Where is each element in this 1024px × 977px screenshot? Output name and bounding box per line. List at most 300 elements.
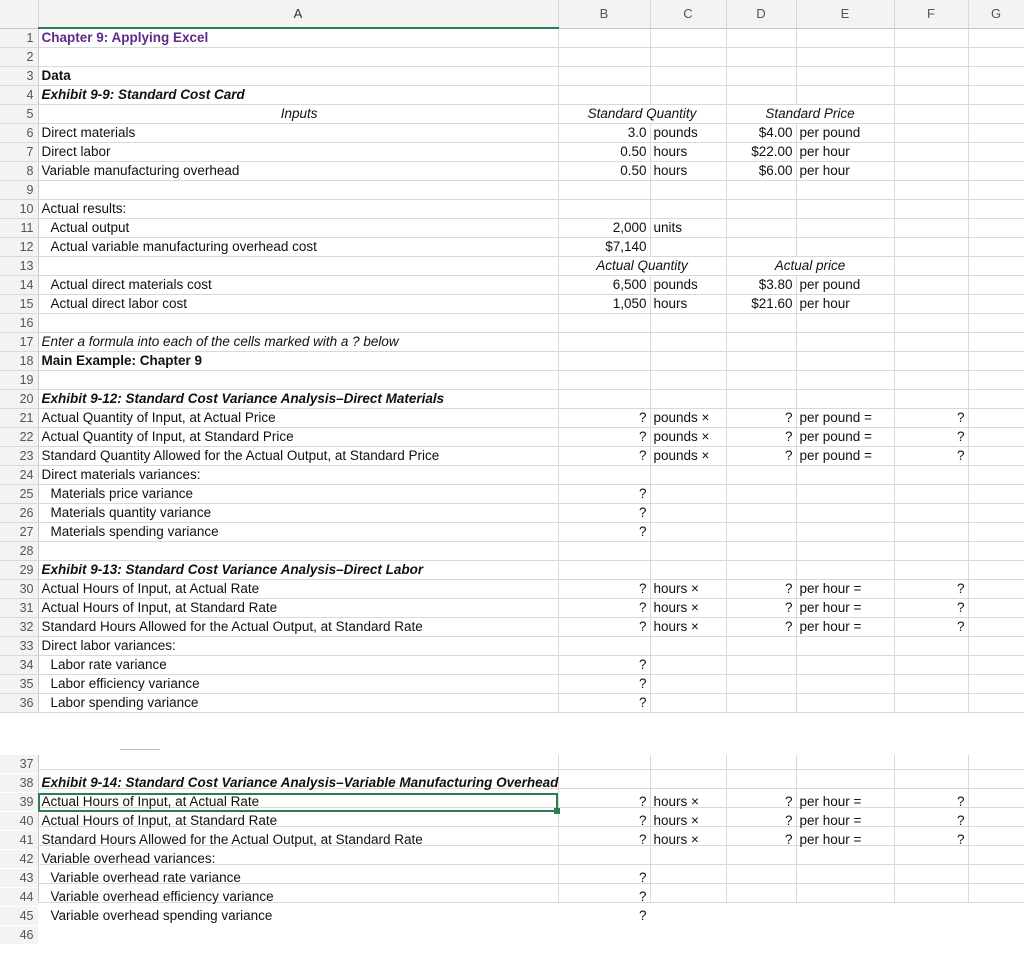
cell-d[interactable] — [726, 850, 796, 869]
cell-b[interactable] — [558, 466, 650, 485]
cell-a[interactable]: Chapter 9: Applying Excel — [38, 28, 558, 48]
cell-b[interactable]: ? — [558, 888, 650, 907]
cell-f[interactable] — [894, 162, 968, 181]
column-header-b[interactable]: B — [558, 0, 650, 28]
cell-g[interactable] — [968, 105, 1024, 124]
cell-c[interactable]: pounds — [650, 276, 726, 295]
cell-d[interactable] — [726, 238, 796, 257]
cell-bc-header[interactable]: Actual Quantity — [558, 257, 726, 276]
cell-f[interactable] — [894, 67, 968, 86]
cell-f[interactable]: ? — [894, 793, 968, 812]
cell-e[interactable] — [796, 466, 894, 485]
cell-b[interactable] — [558, 48, 650, 67]
cell-e[interactable] — [796, 238, 894, 257]
cell-e[interactable] — [796, 869, 894, 888]
cell-g[interactable] — [968, 257, 1024, 276]
cell-f[interactable]: ? — [894, 447, 968, 466]
cell-c[interactable] — [650, 371, 726, 390]
cell-d[interactable] — [726, 542, 796, 561]
cell-a[interactable]: Exhibit 9-9: Standard Cost Card — [38, 86, 558, 105]
cell-g[interactable] — [968, 907, 1024, 926]
cell-b[interactable] — [558, 755, 650, 774]
cell-c[interactable] — [650, 869, 726, 888]
cell-b[interactable]: 0.50 — [558, 162, 650, 181]
cell-f[interactable] — [894, 48, 968, 67]
cell-f[interactable] — [894, 504, 968, 523]
cell-a[interactable]: Exhibit 9-13: Standard Cost Variance Analysis–Direct Labor — [38, 561, 558, 580]
cell-g[interactable] — [968, 67, 1024, 86]
cell-a[interactable]: Standard Quantity Allowed for the Actual Output, at Standard Price — [38, 447, 558, 466]
cell-a[interactable]: Inputs — [38, 105, 558, 124]
cell-d[interactable] — [726, 523, 796, 542]
cell-g[interactable] — [968, 831, 1024, 850]
cell-b[interactable]: ? — [558, 580, 650, 599]
cell-c[interactable] — [650, 850, 726, 869]
cell-e[interactable] — [796, 371, 894, 390]
cell-c[interactable]: hours × — [650, 599, 726, 618]
cell-b[interactable] — [558, 314, 650, 333]
cell-b[interactable]: ? — [558, 793, 650, 812]
cell-c[interactable]: pounds × — [650, 409, 726, 428]
cell-e[interactable]: per hour = — [796, 793, 894, 812]
cell-c[interactable] — [650, 755, 726, 774]
cell-f[interactable] — [894, 523, 968, 542]
cell-c[interactable] — [650, 675, 726, 694]
cell-b[interactable]: ? — [558, 485, 650, 504]
cell-d[interactable] — [726, 504, 796, 523]
cell-c[interactable] — [650, 656, 726, 675]
row-number[interactable]: 26 — [0, 504, 38, 523]
cell-g[interactable] — [968, 314, 1024, 333]
cell-c[interactable] — [650, 314, 726, 333]
cell-b[interactable]: ? — [558, 656, 650, 675]
cell-e[interactable] — [796, 926, 894, 945]
cell-e[interactable] — [796, 352, 894, 371]
cell-g[interactable] — [968, 675, 1024, 694]
cell-d[interactable] — [726, 694, 796, 713]
cell-g[interactable] — [968, 523, 1024, 542]
cell-b[interactable] — [558, 28, 650, 48]
cell-a[interactable] — [38, 371, 558, 390]
cell-f[interactable] — [894, 371, 968, 390]
cell-f[interactable] — [894, 888, 968, 907]
cell-b[interactable]: 0.50 — [558, 143, 650, 162]
cell-f[interactable] — [894, 466, 968, 485]
cell-a[interactable]: Actual Quantity of Input, at Standard Price — [38, 428, 558, 447]
row-number[interactable]: 40 — [0, 812, 38, 831]
cell-a[interactable]: Actual Hours of Input, at Standard Rate — [38, 599, 558, 618]
cell-de-header[interactable]: Standard Price — [726, 105, 894, 124]
cell-c[interactable] — [650, 523, 726, 542]
cell-e[interactable] — [796, 637, 894, 656]
row-number[interactable]: 27 — [0, 523, 38, 542]
cell-b[interactable] — [558, 637, 650, 656]
cell-a[interactable]: Variable manufacturing overhead — [38, 162, 558, 181]
cell-a[interactable]: Standard Hours Allowed for the Actual Output, at Standard Rate — [38, 618, 558, 637]
column-header-d[interactable]: D — [726, 0, 796, 28]
cell-b[interactable]: ? — [558, 618, 650, 637]
cell-e[interactable] — [796, 504, 894, 523]
cell-f[interactable] — [894, 276, 968, 295]
cell-a[interactable]: Actual results: — [38, 200, 558, 219]
cell-e[interactable]: per pound = — [796, 409, 894, 428]
cell-d[interactable] — [726, 926, 796, 945]
column-header-e[interactable]: E — [796, 0, 894, 28]
cell-a[interactable]: Variable overhead variances: — [38, 850, 558, 869]
cell-d[interactable] — [726, 86, 796, 105]
cell-a[interactable]: Variable overhead rate variance — [38, 869, 558, 888]
cell-b[interactable] — [558, 86, 650, 105]
row-number[interactable]: 13 — [0, 257, 38, 276]
cell-d[interactable] — [726, 888, 796, 907]
cell-c[interactable]: hours × — [650, 812, 726, 831]
cell-a[interactable]: Actual Quantity of Input, at Actual Price — [38, 409, 558, 428]
cell-f[interactable] — [894, 694, 968, 713]
cell-b[interactable]: ? — [558, 812, 650, 831]
cell-g[interactable] — [968, 409, 1024, 428]
row-number[interactable]: 33 — [0, 637, 38, 656]
cell-f[interactable] — [894, 675, 968, 694]
cell-c[interactable]: hours — [650, 295, 726, 314]
row-number[interactable]: 24 — [0, 466, 38, 485]
cell-g[interactable] — [968, 850, 1024, 869]
column-header-f[interactable]: F — [894, 0, 968, 28]
cell-e[interactable] — [796, 888, 894, 907]
cell-f[interactable] — [894, 390, 968, 409]
cell-f[interactable] — [894, 755, 968, 774]
cell-d[interactable] — [726, 485, 796, 504]
cell-a[interactable]: Materials quantity variance — [38, 504, 558, 523]
cell-de-header[interactable]: Actual price — [726, 257, 894, 276]
cell-f[interactable] — [894, 333, 968, 352]
cell-f[interactable] — [894, 314, 968, 333]
row-number[interactable]: 17 — [0, 333, 38, 352]
cell-g[interactable] — [968, 774, 1024, 793]
cell-a[interactable] — [38, 181, 558, 200]
row-number[interactable]: 31 — [0, 599, 38, 618]
cell-bc-header[interactable]: Standard Quantity — [558, 105, 726, 124]
cell-e[interactable] — [796, 755, 894, 774]
row-number[interactable]: 18 — [0, 352, 38, 371]
cell-c[interactable] — [650, 86, 726, 105]
cell-e[interactable]: per pound — [796, 276, 894, 295]
cell-a[interactable] — [38, 314, 558, 333]
cell-c[interactable] — [650, 181, 726, 200]
cell-a[interactable] — [38, 755, 558, 774]
cell-a[interactable]: Labor efficiency variance — [38, 675, 558, 694]
row-number[interactable]: 12 — [0, 238, 38, 257]
row-number[interactable]: 3 — [0, 67, 38, 86]
cell-b[interactable] — [558, 67, 650, 86]
cell-e[interactable] — [796, 219, 894, 238]
cell-g[interactable] — [968, 48, 1024, 67]
cell-g[interactable] — [968, 28, 1024, 48]
cell-b[interactable]: ? — [558, 675, 650, 694]
cell-b[interactable]: ? — [558, 504, 650, 523]
cell-g[interactable] — [968, 371, 1024, 390]
cell-b[interactable] — [558, 926, 650, 945]
cell-g[interactable] — [968, 812, 1024, 831]
cell-b[interactable]: ? — [558, 831, 650, 850]
cell-e[interactable] — [796, 656, 894, 675]
cell-c[interactable]: hours — [650, 143, 726, 162]
row-number[interactable]: 14 — [0, 276, 38, 295]
cell-a[interactable] — [38, 48, 558, 67]
cell-b[interactable] — [558, 200, 650, 219]
selected-cell-a39[interactable]: Actual Hours of Input, at Actual Rate — [38, 793, 558, 812]
row-number[interactable]: 2 — [0, 48, 38, 67]
cell-g[interactable] — [968, 656, 1024, 675]
cell-a[interactable]: Actual variable manufacturing overhead cost — [38, 238, 558, 257]
row-number[interactable]: 35 — [0, 675, 38, 694]
cell-a[interactable]: Standard Hours Allowed for the Actual Output, at Standard Rate — [38, 831, 558, 850]
cell-e[interactable]: per hour = — [796, 580, 894, 599]
cell-c[interactable] — [650, 504, 726, 523]
cell-g[interactable] — [968, 162, 1024, 181]
row-number[interactable]: 16 — [0, 314, 38, 333]
cell-c[interactable] — [650, 774, 726, 793]
cell-d[interactable] — [726, 219, 796, 238]
cell-f[interactable] — [894, 105, 968, 124]
cell-d[interactable]: ? — [726, 428, 796, 447]
cell-d[interactable]: $4.00 — [726, 124, 796, 143]
cell-a[interactable] — [38, 926, 558, 945]
cell-a[interactable]: Labor rate variance — [38, 656, 558, 675]
cell-d[interactable] — [726, 352, 796, 371]
cell-d[interactable] — [726, 907, 796, 926]
cell-b[interactable]: ? — [558, 447, 650, 466]
cell-a[interactable]: Actual output — [38, 219, 558, 238]
row-number[interactable]: 42 — [0, 850, 38, 869]
cell-g[interactable] — [968, 238, 1024, 257]
cell-f[interactable] — [894, 86, 968, 105]
cell-d[interactable]: ? — [726, 599, 796, 618]
row-number[interactable]: 39 — [0, 793, 38, 812]
row-number[interactable]: 6 — [0, 124, 38, 143]
cell-c[interactable]: pounds × — [650, 428, 726, 447]
cell-c[interactable]: hours × — [650, 618, 726, 637]
cell-a[interactable]: Direct materials variances: — [38, 466, 558, 485]
cell-f[interactable] — [894, 774, 968, 793]
cell-f[interactable] — [894, 637, 968, 656]
cell-b[interactable] — [558, 850, 650, 869]
cell-e[interactable]: per hour = — [796, 599, 894, 618]
cell-b[interactable]: ? — [558, 523, 650, 542]
cell-g[interactable] — [968, 888, 1024, 907]
cell-e[interactable] — [796, 48, 894, 67]
cell-a[interactable] — [38, 542, 558, 561]
cell-a[interactable]: Data — [38, 67, 558, 86]
cell-c[interactable] — [650, 694, 726, 713]
cell-a[interactable]: Actual direct materials cost — [38, 276, 558, 295]
cell-b[interactable] — [558, 371, 650, 390]
cell-d[interactable] — [726, 675, 796, 694]
cell-b[interactable]: ? — [558, 694, 650, 713]
row-number[interactable]: 20 — [0, 390, 38, 409]
cell-c[interactable] — [650, 390, 726, 409]
cell-g[interactable] — [968, 580, 1024, 599]
cell-f[interactable] — [894, 485, 968, 504]
cell-a[interactable]: Materials spending variance — [38, 523, 558, 542]
cell-g[interactable] — [968, 485, 1024, 504]
cell-e[interactable]: per pound = — [796, 428, 894, 447]
cell-g[interactable] — [968, 694, 1024, 713]
cell-e[interactable]: per hour — [796, 162, 894, 181]
cell-g[interactable] — [968, 352, 1024, 371]
cell-a[interactable]: Main Example: Chapter 9 — [38, 352, 558, 371]
cell-d[interactable]: $3.80 — [726, 276, 796, 295]
cell-a[interactable]: Direct labor variances: — [38, 637, 558, 656]
cell-d[interactable] — [726, 755, 796, 774]
cell-e[interactable] — [796, 181, 894, 200]
cell-b[interactable]: 1,050 — [558, 295, 650, 314]
cell-c[interactable]: pounds × — [650, 447, 726, 466]
cell-e[interactable] — [796, 86, 894, 105]
cell-b[interactable] — [558, 352, 650, 371]
cell-d[interactable] — [726, 67, 796, 86]
column-header-c[interactable]: C — [650, 0, 726, 28]
cell-d[interactable]: ? — [726, 447, 796, 466]
cell-d[interactable]: ? — [726, 812, 796, 831]
cell-g[interactable] — [968, 276, 1024, 295]
cell-g[interactable] — [968, 926, 1024, 945]
row-number[interactable]: 25 — [0, 485, 38, 504]
row-number[interactable]: 9 — [0, 181, 38, 200]
cell-c[interactable] — [650, 888, 726, 907]
row-number[interactable]: 21 — [0, 409, 38, 428]
row-number[interactable]: 29 — [0, 561, 38, 580]
cell-d[interactable]: ? — [726, 793, 796, 812]
cell-f[interactable] — [894, 28, 968, 48]
cell-f[interactable] — [894, 850, 968, 869]
cell-c[interactable]: hours × — [650, 580, 726, 599]
cell-b[interactable]: ? — [558, 428, 650, 447]
row-number[interactable]: 15 — [0, 295, 38, 314]
cell-a[interactable]: Variable overhead spending variance — [38, 907, 558, 926]
row-number[interactable]: 28 — [0, 542, 38, 561]
cell-g[interactable] — [968, 447, 1024, 466]
cell-c[interactable] — [650, 637, 726, 656]
cell-f[interactable]: ? — [894, 831, 968, 850]
row-number[interactable]: 11 — [0, 219, 38, 238]
cell-e[interactable] — [796, 542, 894, 561]
cell-f[interactable] — [894, 219, 968, 238]
cell-g[interactable] — [968, 200, 1024, 219]
cell-b[interactable]: 6,500 — [558, 276, 650, 295]
cell-e[interactable] — [796, 314, 894, 333]
fill-handle[interactable] — [554, 808, 560, 814]
cell-e[interactable]: per pound = — [796, 447, 894, 466]
cell-a[interactable]: Exhibit 9-14: Standard Cost Variance Analysis–Variable Manufacturing Overhead — [38, 774, 558, 793]
cell-c[interactable] — [650, 48, 726, 67]
cell-e[interactable] — [796, 561, 894, 580]
cell-d[interactable] — [726, 200, 796, 219]
cell-d[interactable] — [726, 561, 796, 580]
cell-d[interactable]: ? — [726, 831, 796, 850]
row-number[interactable]: 45 — [0, 907, 38, 926]
cell-d[interactable]: $6.00 — [726, 162, 796, 181]
cell-b[interactable]: ? — [558, 869, 650, 888]
cell-a[interactable]: Exhibit 9-12: Standard Cost Variance Analysis–Direct Materials — [38, 390, 558, 409]
cell-e[interactable] — [796, 774, 894, 793]
cell-g[interactable] — [968, 618, 1024, 637]
cell-e[interactable]: per hour — [796, 143, 894, 162]
cell-d[interactable] — [726, 314, 796, 333]
cell-a[interactable]: Actual Hours of Input, at Actual Rate — [38, 580, 558, 599]
row-number[interactable]: 46 — [0, 926, 38, 945]
cell-a[interactable]: Actual direct labor cost — [38, 295, 558, 314]
row-number[interactable]: 37 — [0, 755, 38, 774]
cell-e[interactable] — [796, 67, 894, 86]
cell-g[interactable] — [968, 428, 1024, 447]
row-number[interactable]: 22 — [0, 428, 38, 447]
cell-g[interactable] — [968, 542, 1024, 561]
cell-f[interactable]: ? — [894, 618, 968, 637]
row-number[interactable]: 38 — [0, 774, 38, 793]
row-number[interactable]: 1 — [0, 28, 38, 48]
row-number[interactable]: 43 — [0, 869, 38, 888]
select-all-corner[interactable] — [0, 0, 38, 28]
cell-a[interactable] — [38, 257, 558, 276]
cell-g[interactable] — [968, 181, 1024, 200]
cell-b[interactable] — [558, 561, 650, 580]
column-header-g[interactable]: G — [968, 0, 1024, 28]
cell-d[interactable]: ? — [726, 618, 796, 637]
cell-b[interactable] — [558, 390, 650, 409]
cell-f[interactable]: ? — [894, 599, 968, 618]
row-number[interactable]: 34 — [0, 656, 38, 675]
cell-g[interactable] — [968, 219, 1024, 238]
cell-d[interactable] — [726, 28, 796, 48]
cell-f[interactable]: ? — [894, 580, 968, 599]
cell-e[interactable] — [796, 28, 894, 48]
cell-e[interactable]: per hour = — [796, 618, 894, 637]
cell-d[interactable] — [726, 656, 796, 675]
cell-d[interactable] — [726, 48, 796, 67]
cell-f[interactable] — [894, 238, 968, 257]
cell-f[interactable] — [894, 869, 968, 888]
cell-e[interactable] — [796, 485, 894, 504]
cell-b[interactable]: ? — [558, 409, 650, 428]
cell-b[interactable]: ? — [558, 907, 650, 926]
cell-g[interactable] — [968, 124, 1024, 143]
cell-b[interactable] — [558, 774, 650, 793]
cell-e[interactable]: per hour = — [796, 831, 894, 850]
row-number[interactable]: 10 — [0, 200, 38, 219]
cell-c[interactable]: hours — [650, 162, 726, 181]
cell-f[interactable] — [894, 181, 968, 200]
cell-d[interactable]: $22.00 — [726, 143, 796, 162]
cell-c[interactable] — [650, 907, 726, 926]
row-number[interactable]: 5 — [0, 105, 38, 124]
cell-f[interactable] — [894, 143, 968, 162]
row-number[interactable]: 7 — [0, 143, 38, 162]
cell-f[interactable]: ? — [894, 409, 968, 428]
cell-c[interactable]: hours × — [650, 831, 726, 850]
cell-c[interactable] — [650, 352, 726, 371]
row-number[interactable]: 23 — [0, 447, 38, 466]
cell-d[interactable] — [726, 774, 796, 793]
cell-d[interactable] — [726, 466, 796, 485]
cell-e[interactable] — [796, 675, 894, 694]
cell-a[interactable]: Materials price variance — [38, 485, 558, 504]
cell-c[interactable] — [650, 561, 726, 580]
cell-b[interactable] — [558, 542, 650, 561]
cell-f[interactable] — [894, 124, 968, 143]
cell-f[interactable] — [894, 352, 968, 371]
cell-c[interactable] — [650, 926, 726, 945]
cell-b[interactable]: ? — [558, 599, 650, 618]
